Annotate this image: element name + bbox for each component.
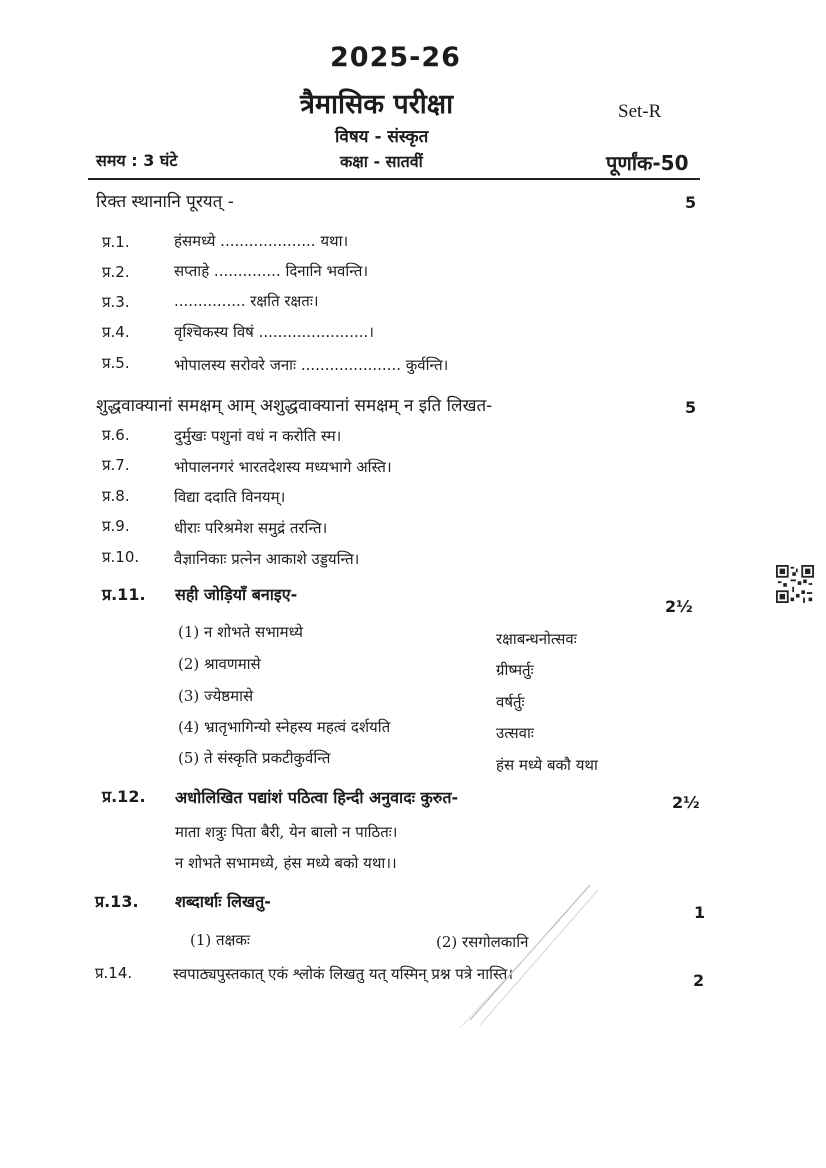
question-text: वैज्ञानिकाः प्रत्नेन आकाशे उड्डयन्ति। (174, 550, 360, 568)
time-label: समय : 3 घंटे (96, 151, 178, 170)
question-number: प्र.12. (102, 787, 146, 806)
question-marks: 2 (693, 971, 705, 990)
question-marks: 2½ (672, 793, 700, 812)
question-number: प्र.2. (102, 263, 130, 281)
question-number: प्र.1. (102, 233, 130, 251)
section1-marks: 5 (685, 193, 697, 212)
match-left-item: (1) न शोभते सभामध्ये (178, 623, 303, 641)
word-item: (1) तक्षकः (190, 931, 250, 949)
question-text: ............... रक्षति रक्षतः। (174, 292, 319, 310)
question-number: प्र.8. (102, 487, 130, 505)
question-number: प्र.10. (102, 548, 140, 566)
question-text: वृश्चिकस्य विषं .......................। (174, 323, 374, 341)
match-left-item: (4) भ्रातृभागिन्यो स्नेहस्य महत्वं दर्शयति (178, 718, 391, 736)
question-heading: शब्दार्थाः लिखतु- (175, 892, 271, 911)
question-number: प्र.4. (102, 323, 130, 341)
verse-line: माता शत्रुः पिता बैरी, येन बालो न पाठितः। (175, 823, 398, 841)
section2-marks: 5 (685, 398, 697, 417)
section2-heading: शुद्धवाक्यानां समक्षम् आम् अशुद्धवाक्यानां समक्षम् न इति लिखत- (96, 396, 493, 416)
question-number: प्र.9. (102, 517, 130, 535)
question-text: धीराः परिश्रमेश समुद्रं तरन्ति। (174, 519, 328, 537)
word-item: (2) रसगोलकानि (436, 933, 529, 951)
match-left-item: (5) ते संस्कृति प्रकटीकुर्वन्ति (178, 749, 331, 767)
question-text: भोपालस्य सरोवरे जनाः ..................... कुर्वन्ति। (174, 356, 449, 374)
question-number: प्र.5. (102, 354, 130, 372)
question-heading: अधोलिखित पद्यांशं पठित्वा हिन्दी अनुवादः कुरुत- (175, 788, 459, 807)
match-right-item: उत्सवाः (496, 724, 534, 742)
question-marks: 2½ (665, 597, 693, 616)
qr-code-icon (776, 565, 814, 603)
question-number: प्र.11. (102, 585, 146, 604)
subject-label: विषय - संस्कृत (335, 127, 429, 147)
question-number: प्र.14. (95, 964, 133, 982)
match-left-item: (3) ज्येष्ठमासे (178, 687, 254, 705)
match-right-item: ग्रीष्मर्तुः (496, 661, 534, 679)
match-right-item: रक्षाबन्धनोत्सवः (496, 630, 577, 648)
header-divider (88, 178, 700, 180)
question-text: सप्ताहे .............. दिनानि भवन्ति। (174, 262, 369, 280)
question-number: प्र.7. (102, 456, 130, 474)
total-marks-label: पूर्णांक-50 (606, 151, 689, 175)
set-label: Set-R (618, 101, 662, 122)
question-text: दुर्मुखः पशुनां वधं न करोति स्म। (174, 427, 342, 445)
question-text: हंसमध्ये .................... यथा। (174, 232, 349, 250)
match-right-item: वर्षर्तुः (496, 693, 525, 711)
question-marks: 1 (694, 903, 706, 922)
question-text: स्वपाठ्यपुस्तकात् एकं श्लोकं लिखतु यत् यस्मिन् प्रश्न पत्रे नास्ति। (173, 965, 514, 983)
question-heading: सही जोड़ियाँ बनाइए- (175, 585, 298, 604)
question-number: प्र.3. (102, 293, 130, 311)
pencil-scratch-mark (440, 880, 600, 1030)
exam-year: 2025-26 (330, 42, 461, 73)
match-right-item: हंस मध्ये बकौ यथा (496, 756, 598, 774)
exam-title: त्रैमासिक परीक्षा (300, 89, 454, 120)
class-label: कक्षा - सातवीं (340, 152, 423, 171)
question-number: प्र.13. (95, 892, 139, 911)
question-text: विद्या ददाति विनयम्। (174, 488, 286, 506)
match-left-item: (2) श्रावणमासे (178, 655, 261, 673)
question-number: प्र.6. (102, 426, 130, 444)
verse-line: न शोभते सभामध्ये, हंस मध्ये बको यथा।। (175, 854, 397, 872)
section1-heading: रिक्त स्थानानि पूरयत् - (96, 192, 234, 212)
question-text: भोपालनगरं भारतदेशस्य मध्यभागे अस्ति। (174, 458, 392, 476)
